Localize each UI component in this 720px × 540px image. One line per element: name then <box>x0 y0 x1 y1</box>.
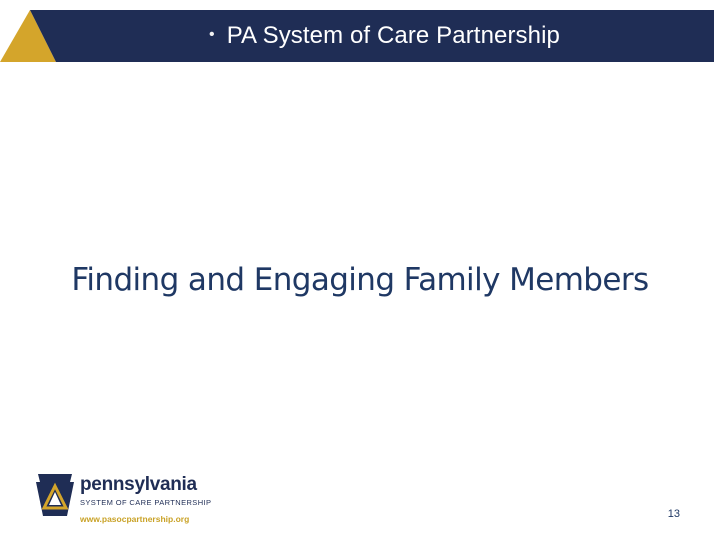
logo-wordmark: pennsylvania <box>80 474 197 495</box>
logo-url: www.pasocpartnership.org <box>80 514 190 524</box>
header-title <box>55 10 714 62</box>
logo-subtitle: SYSTEM OF CARE PARTNERSHIP <box>80 498 212 507</box>
slide-heading: Finding and Engaging Family Members <box>71 262 649 298</box>
page-number: 13 <box>667 508 680 520</box>
header-title-text: PA System of Care Partnership <box>226 22 560 49</box>
header-bullet: • <box>209 26 215 43</box>
keystone-icon <box>34 472 76 518</box>
pa-soc-logo <box>34 472 234 528</box>
